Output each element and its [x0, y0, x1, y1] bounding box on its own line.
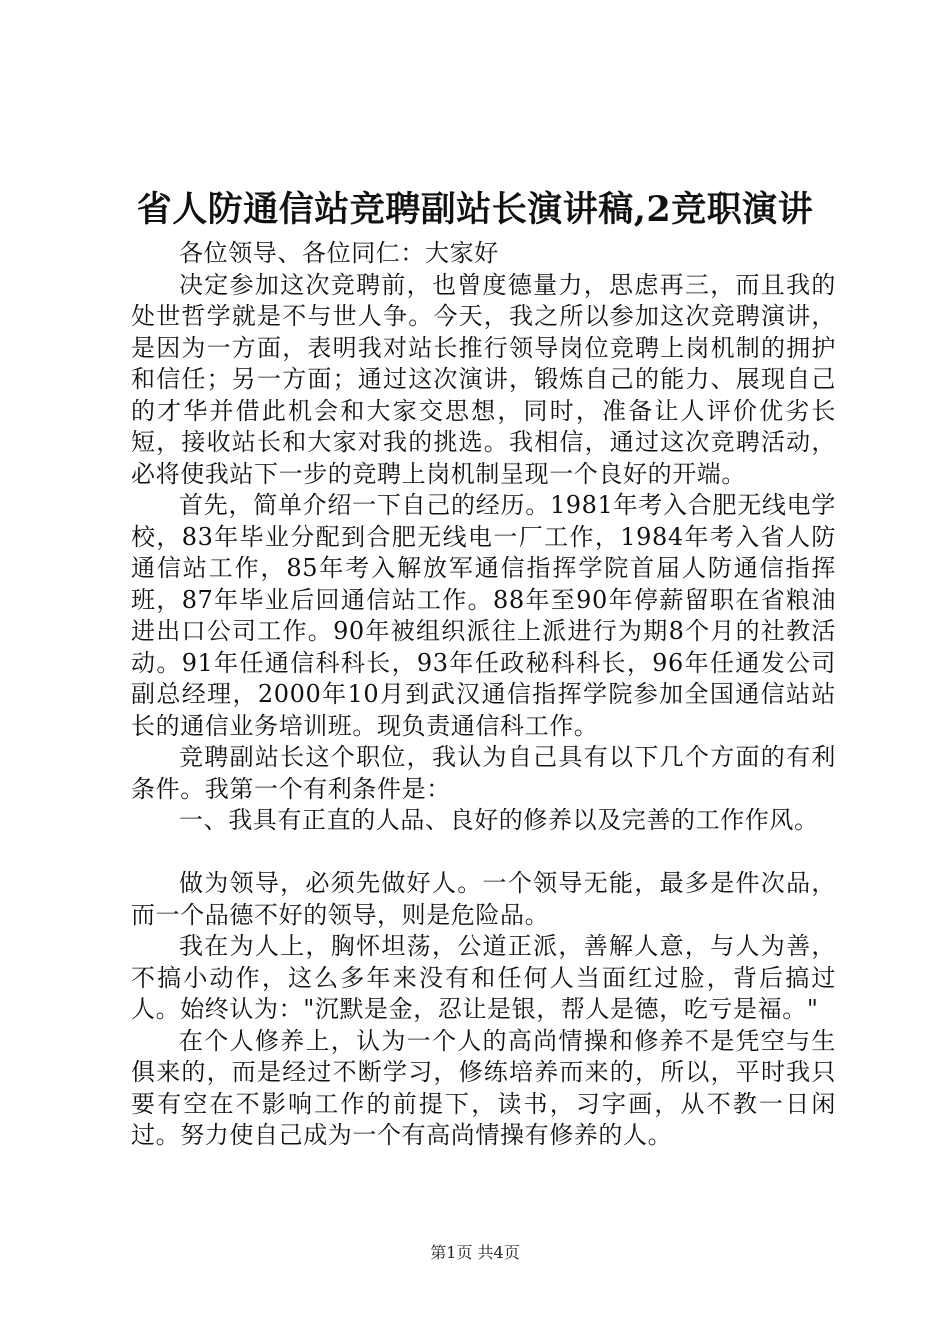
- paragraph-experience: 首先，简单介绍一下自己的经历。1981年考入合肥无线电学校，83年毕业分配到合肥无线电一厂工作，1984年考入省人防通信站工作，85年考入解放军通信指挥学院首届人防通信指挥班，87年毕业后回通信站工作。88年至90年停薪留职在省粮油进出口公司工作。90年被组织派往上派进行为期8个月的社教活动。91年任通信科科长，93年任政秘科科长，96年任通发公司副总经理，2000年10月到武汉通信指挥学院参加全国通信站站长的通信业务培训班。现负责通信科工作。: [131, 491, 836, 740]
- paragraph-leadership: 做为领导，必须先做好人。一个领导无能，最多是件次品，而一个品德不好的领导，则是危险品。: [131, 869, 836, 929]
- paragraph-cultivation: 在个人修养上，认为一个人的高尚情操和修养不是凭空与生俱来的，而是经过不断学习，修练培养而来的，所以，平时我只要有空在不影响工作的前提下，读书，习字画，从不教一日闲过。努力使自己成为一个有高尚情操有修养的人。: [131, 1026, 836, 1149]
- paragraph-conditions: 竞聘副站长这个职位，我认为自己具有以下几个方面的有利条件。我第一个有利条件是：: [131, 743, 836, 803]
- document-body: [131, 238, 836, 1152]
- page-number: 第1页 共4页: [430, 1243, 520, 1262]
- document-title: 省人防通信站竞聘副站长演讲稿,2竞职演讲: [136, 189, 814, 230]
- paragraph-character: 我在为人上，胸怀坦荡，公道正派，善解人意，与人为善，不搞小动作，这么多年来没有和任何人当面红过脸，背后搞过人。始终认为："沉默是金，忍让是银，帮人是德，吃亏是福。": [131, 932, 836, 1023]
- paragraph-condition-one: 一、我具有正直的人品、良好的修养以及完善的工作作风。: [179, 806, 819, 834]
- paragraph-blank: [131, 837, 836, 869]
- paragraph-intro: 决定参加这次竞聘前，也曾度德量力，思虑再三，而且我的处世哲学就是不与世人争。今天，我之所以参加这次竞聘演讲，是因为一方面，表明我对站长推行领导岗位竞聘上岗机制的拥护和信任；另一方面；通过这次演讲，锻炼自己的能力、展现自己的才华并借此机会和大家交思想，同时，准备让人评价优劣长短，接收站长和大家对我的挑选。我相信，通过这次竞聘活动，必将使我站下一步的竞聘上岗机制呈现一个良好的开端。: [131, 270, 836, 488]
- paragraph-greeting: 各位领导、各位同仁：大家好: [179, 239, 499, 267]
